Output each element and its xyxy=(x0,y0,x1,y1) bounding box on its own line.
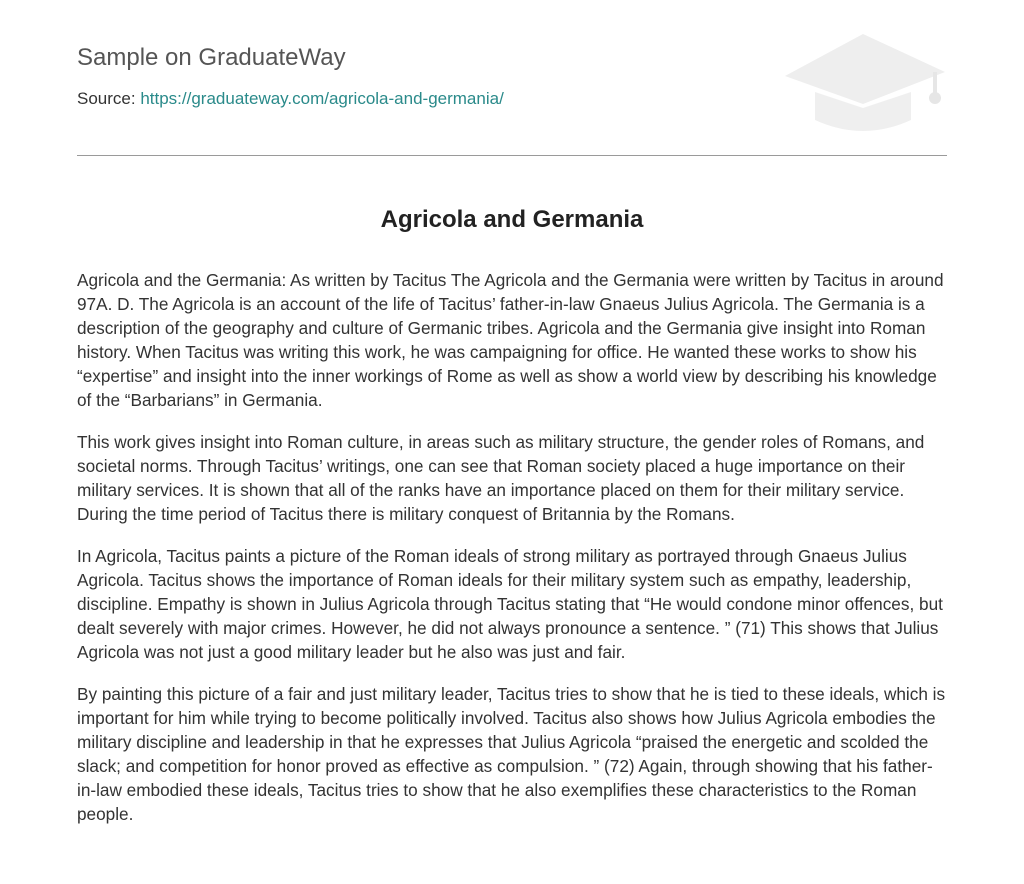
site-title: Sample on GraduateWay xyxy=(77,44,346,71)
header-divider xyxy=(77,155,947,156)
article-body xyxy=(77,268,951,844)
paragraph: This work gives insight into Roman culture, in areas such as military structure, the gender roles of Romans, and societal norms. Through Tacitus’ writings, one can see that Roman society placed a huge importance on their military services. It is shown that all of the ranks have an importance placed on them for their military service. During the time period of Tacitus there is military conquest of Britannia by the Romans. xyxy=(77,432,925,524)
source-line xyxy=(77,89,504,109)
source-label: Source: xyxy=(77,89,141,108)
paragraph: Agricola and the Germania: As written by Tacitus The Agricola and the Germania were written by Tacitus in around 97A. D. The Agricola is an account of the life of Tacitus’ father-in-law Gnaeus Julius Agricola. The Germania is a description of the geography and culture of Germanic tribes. Agricola and the Germania give insight into Roman history. When Tacitus was writing this work, he was campaigning for office. He wanted these works to show his “expertise” and insight into the inner workings of Rome as well as show a world view by describing his knowledge of the “Barbarians” in Germania. xyxy=(77,270,944,410)
paragraph: In Agricola, Tacitus paints a picture of the Roman ideals of strong military as portrayed through Gnaeus Julius Agricola. Tacitus shows the importance of Roman ideals for their military system such as empathy, leadership, discipline. Empathy is shown in Julius Agricola through Tacitus stating that “He would condone minor offences, but dealt severely with major crimes. However, he did not always pronounce a sentence. ” (71) This shows that Julius Agricola was not just a good military leader but he also was just and fair. xyxy=(77,546,943,662)
document-title: Agricola and Germania xyxy=(380,206,644,233)
page-header xyxy=(77,0,947,156)
paragraph: By painting this picture of a fair and just military leader, Tacitus tries to show that he is tied to these ideals, which is important for him while trying to become politically involved. Tacitus also shows how Julius Agricola embodies the military discipline and leadership in that he expresses that Julius Agricola “praised the energetic and scolded the slack; and competition for honor proved as effective as compulsion. ” (72) Again, through showing that his father-in-law embodied these ideals, Tacitus tries to show that he also exemplifies these characteristics to the Roman people. xyxy=(77,684,946,824)
source-link[interactable]: https://graduateway.com/agricola-and-germania/ xyxy=(140,89,504,108)
graduation-cap-icon xyxy=(781,30,949,134)
